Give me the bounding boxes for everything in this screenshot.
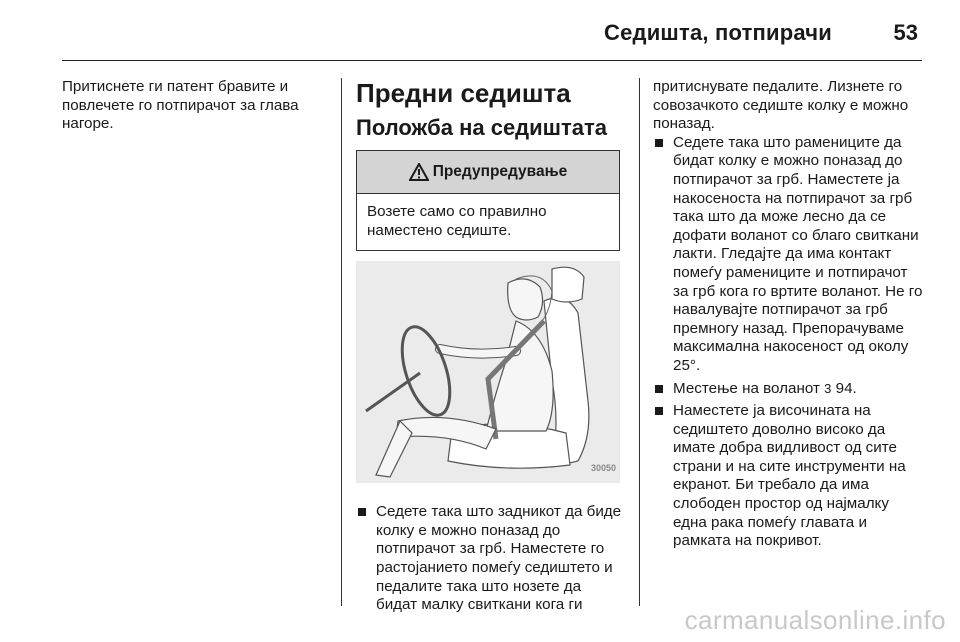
section-heading: Предни седишта	[356, 78, 571, 108]
page-header	[0, 0, 960, 60]
warning-triangle-icon	[409, 163, 429, 181]
page-reference-arrow-icon: 3	[824, 380, 832, 396]
bullet-square-icon	[655, 139, 663, 147]
warning-title: Предупредување	[432, 162, 568, 180]
col1-paragraph: Притиснете ги патент бравите и повлечете го потпирачот за глава нагоре.	[62, 78, 299, 133]
list-item	[653, 380, 925, 399]
column-3	[653, 78, 925, 555]
warning-header	[357, 151, 619, 194]
list-item	[653, 134, 925, 376]
page-reference-link[interactable]: 94.	[835, 379, 857, 397]
bullet-text: Наместете ја височината на седиштето доволно високо да имате добра видливост од сите страни и на сите инструменти на екранот. Би требало да има слободен простор од најмалку една рака помеѓу главата и рамката на покривот.	[673, 402, 906, 550]
column-1	[62, 78, 330, 134]
page-number: 53	[893, 20, 918, 45]
bullet-text: Местење на воланот	[673, 379, 820, 397]
section-subheading: Положба на седиштата	[356, 115, 608, 140]
col3-intro: притиснувате педалите. Лизнете го совозачкото седиште колку е можно поназад.	[653, 78, 909, 133]
bullet-text: Седете така што рамениците да бидат колку е можно поназад до потпирачот за грб. Наместете ја накосеноста на потпирачот за грб така што да може лесно да се дофати воланот со благо свиткани лакти. Гледајте да има контакт помеѓу рамениците и потпирачот за грб кога го вртите воланот. Не го навалувајте потпирачот за грб премногу назад. Препорачуваме максимална накосеност од околу 25°.	[673, 133, 923, 374]
bullet-square-icon	[358, 508, 366, 516]
list-item	[653, 402, 925, 551]
column-divider-2	[639, 78, 640, 606]
column-divider-1	[341, 78, 342, 606]
bullet-text: Седете така што задникот да биде колку е можно поназад до потпирачот за грб. Наместете го растојанието помеѓу седиштето и педалите така што нозете да бидат малку свиткани кога ги	[376, 503, 622, 614]
header-rule	[62, 60, 922, 61]
bullet-square-icon	[655, 407, 663, 415]
driver-seat-illustration	[356, 261, 620, 483]
warning-box	[356, 150, 620, 251]
illustration-code: 30050	[590, 462, 616, 473]
page-title: Седишта, потпирачи	[604, 20, 832, 45]
warning-body: Возете само со правилно наместено седиште.	[367, 203, 547, 239]
bullet-square-icon	[655, 385, 663, 393]
bullet-list	[356, 503, 626, 615]
bullet-list	[653, 134, 925, 551]
driver-seat-position-illustration	[356, 261, 620, 483]
list-item	[356, 503, 626, 615]
column-2	[356, 78, 626, 619]
watermark: carmanualsonline.info	[684, 605, 946, 635]
